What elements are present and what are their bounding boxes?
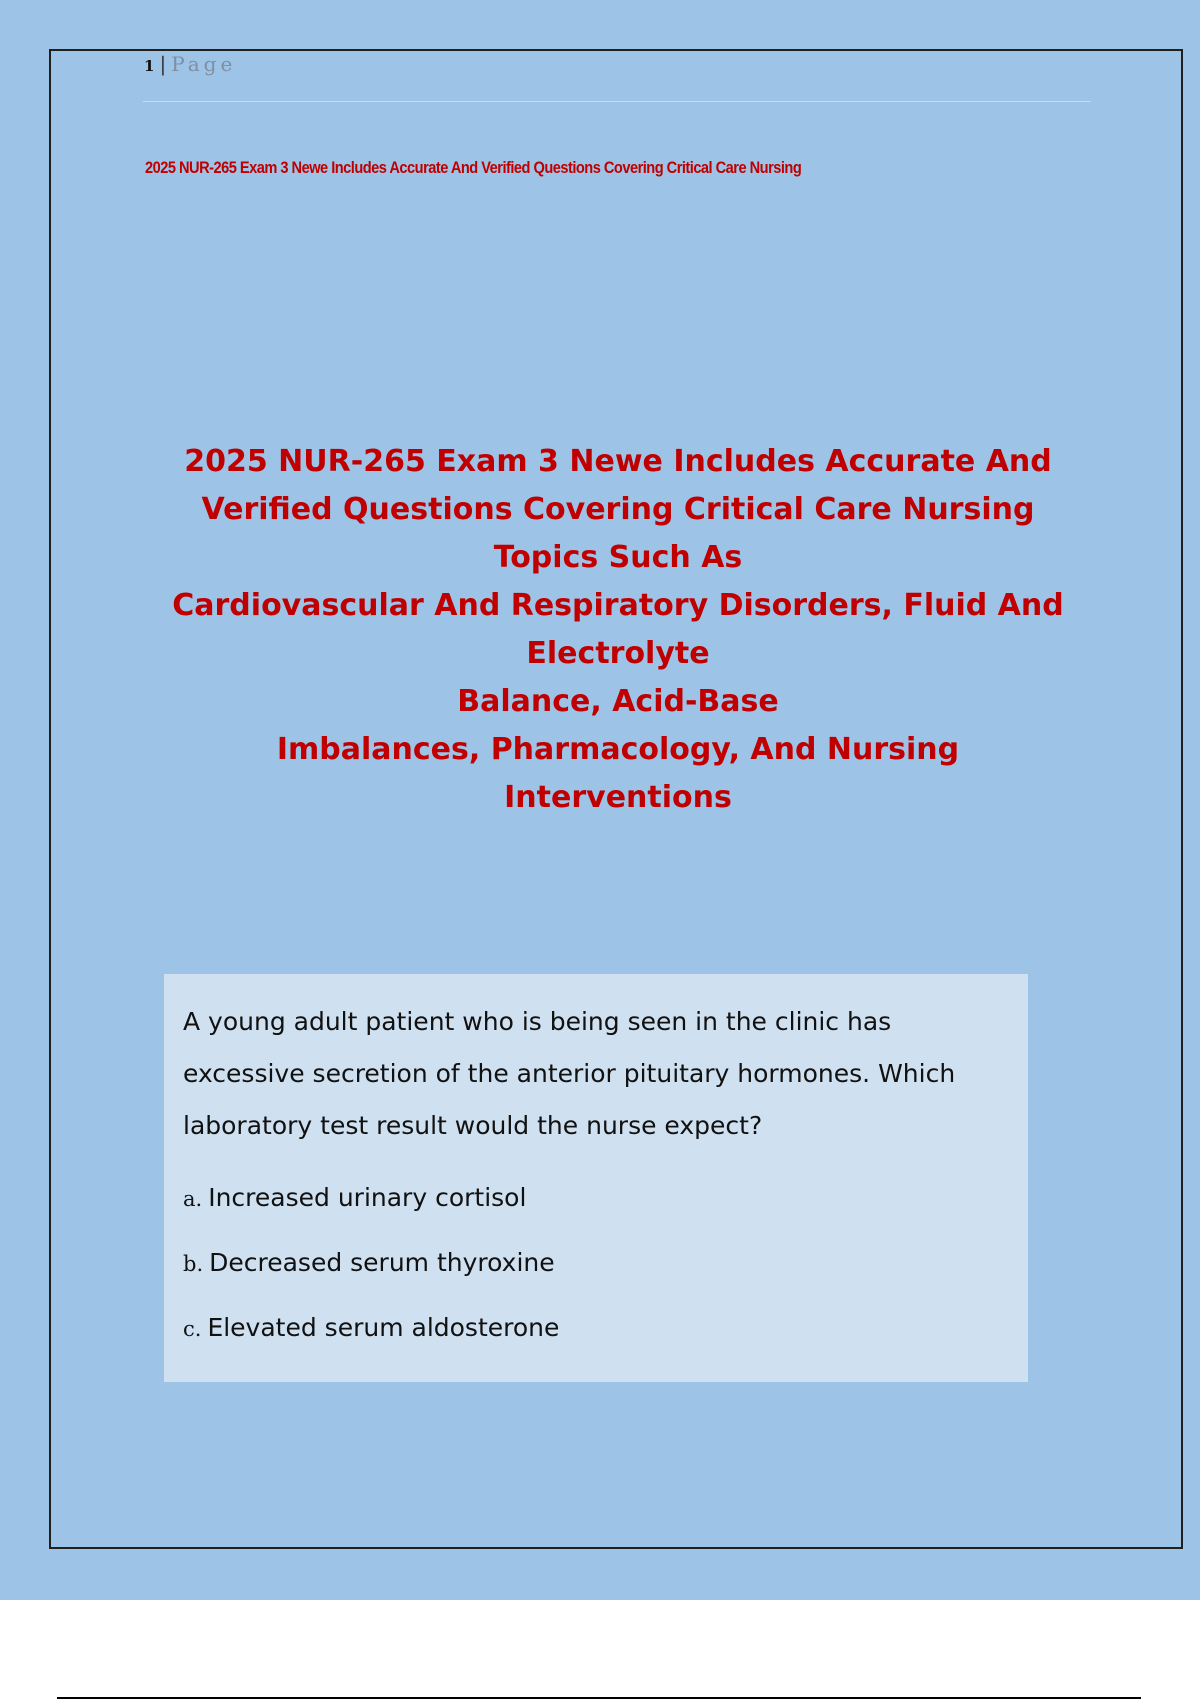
question-stem: A young adult patient who is being seen in the clinic has excessive secretion of the anterior pituitary hormones. Which laboratory test result would the nurse expect? (183, 1007, 956, 1140)
question-box (164, 974, 1028, 1382)
title-line: Interventions (504, 780, 732, 815)
title-line: Electrolyte (526, 636, 710, 671)
title-line: 2025 NUR-265 Exam 3 Newe Includes Accurate And (184, 444, 1052, 479)
page-number (144, 52, 236, 76)
page-number-label: Page (171, 52, 237, 76)
document-title (140, 438, 1096, 822)
footer-divider (57, 1697, 1141, 1699)
option-letter: a. (183, 1187, 203, 1211)
title-line: Topics Such As (493, 540, 743, 575)
title-line: Imbalances, Pharmacology, And Nursing (276, 732, 960, 767)
header-divider (143, 101, 1091, 102)
title-line: Verified Questions Covering Critical Care Nursing (201, 492, 1035, 527)
running-header: 2025 NUR-265 Exam 3 Newe Includes Accurate And Verified Questions Covering Critical Care Nursing (145, 158, 802, 177)
option-text: Increased urinary cortisol (208, 1183, 527, 1212)
page-number-value: 1 (144, 57, 156, 75)
answer-options (183, 1166, 1008, 1361)
option-text: Elevated serum aldosterone (207, 1313, 560, 1342)
option-text: Decreased serum thyroxine (209, 1248, 555, 1277)
option-letter: b. (183, 1252, 204, 1276)
answer-option-c (183, 1296, 1008, 1361)
option-letter: c. (183, 1317, 202, 1341)
answer-option-b (183, 1231, 1008, 1296)
answer-option-a (183, 1166, 1008, 1231)
page-number-separator: | (159, 52, 168, 76)
title-line: Balance, Acid-Base (457, 684, 779, 719)
title-line: Cardiovascular And Respiratory Disorders, Fluid And (172, 588, 1064, 623)
